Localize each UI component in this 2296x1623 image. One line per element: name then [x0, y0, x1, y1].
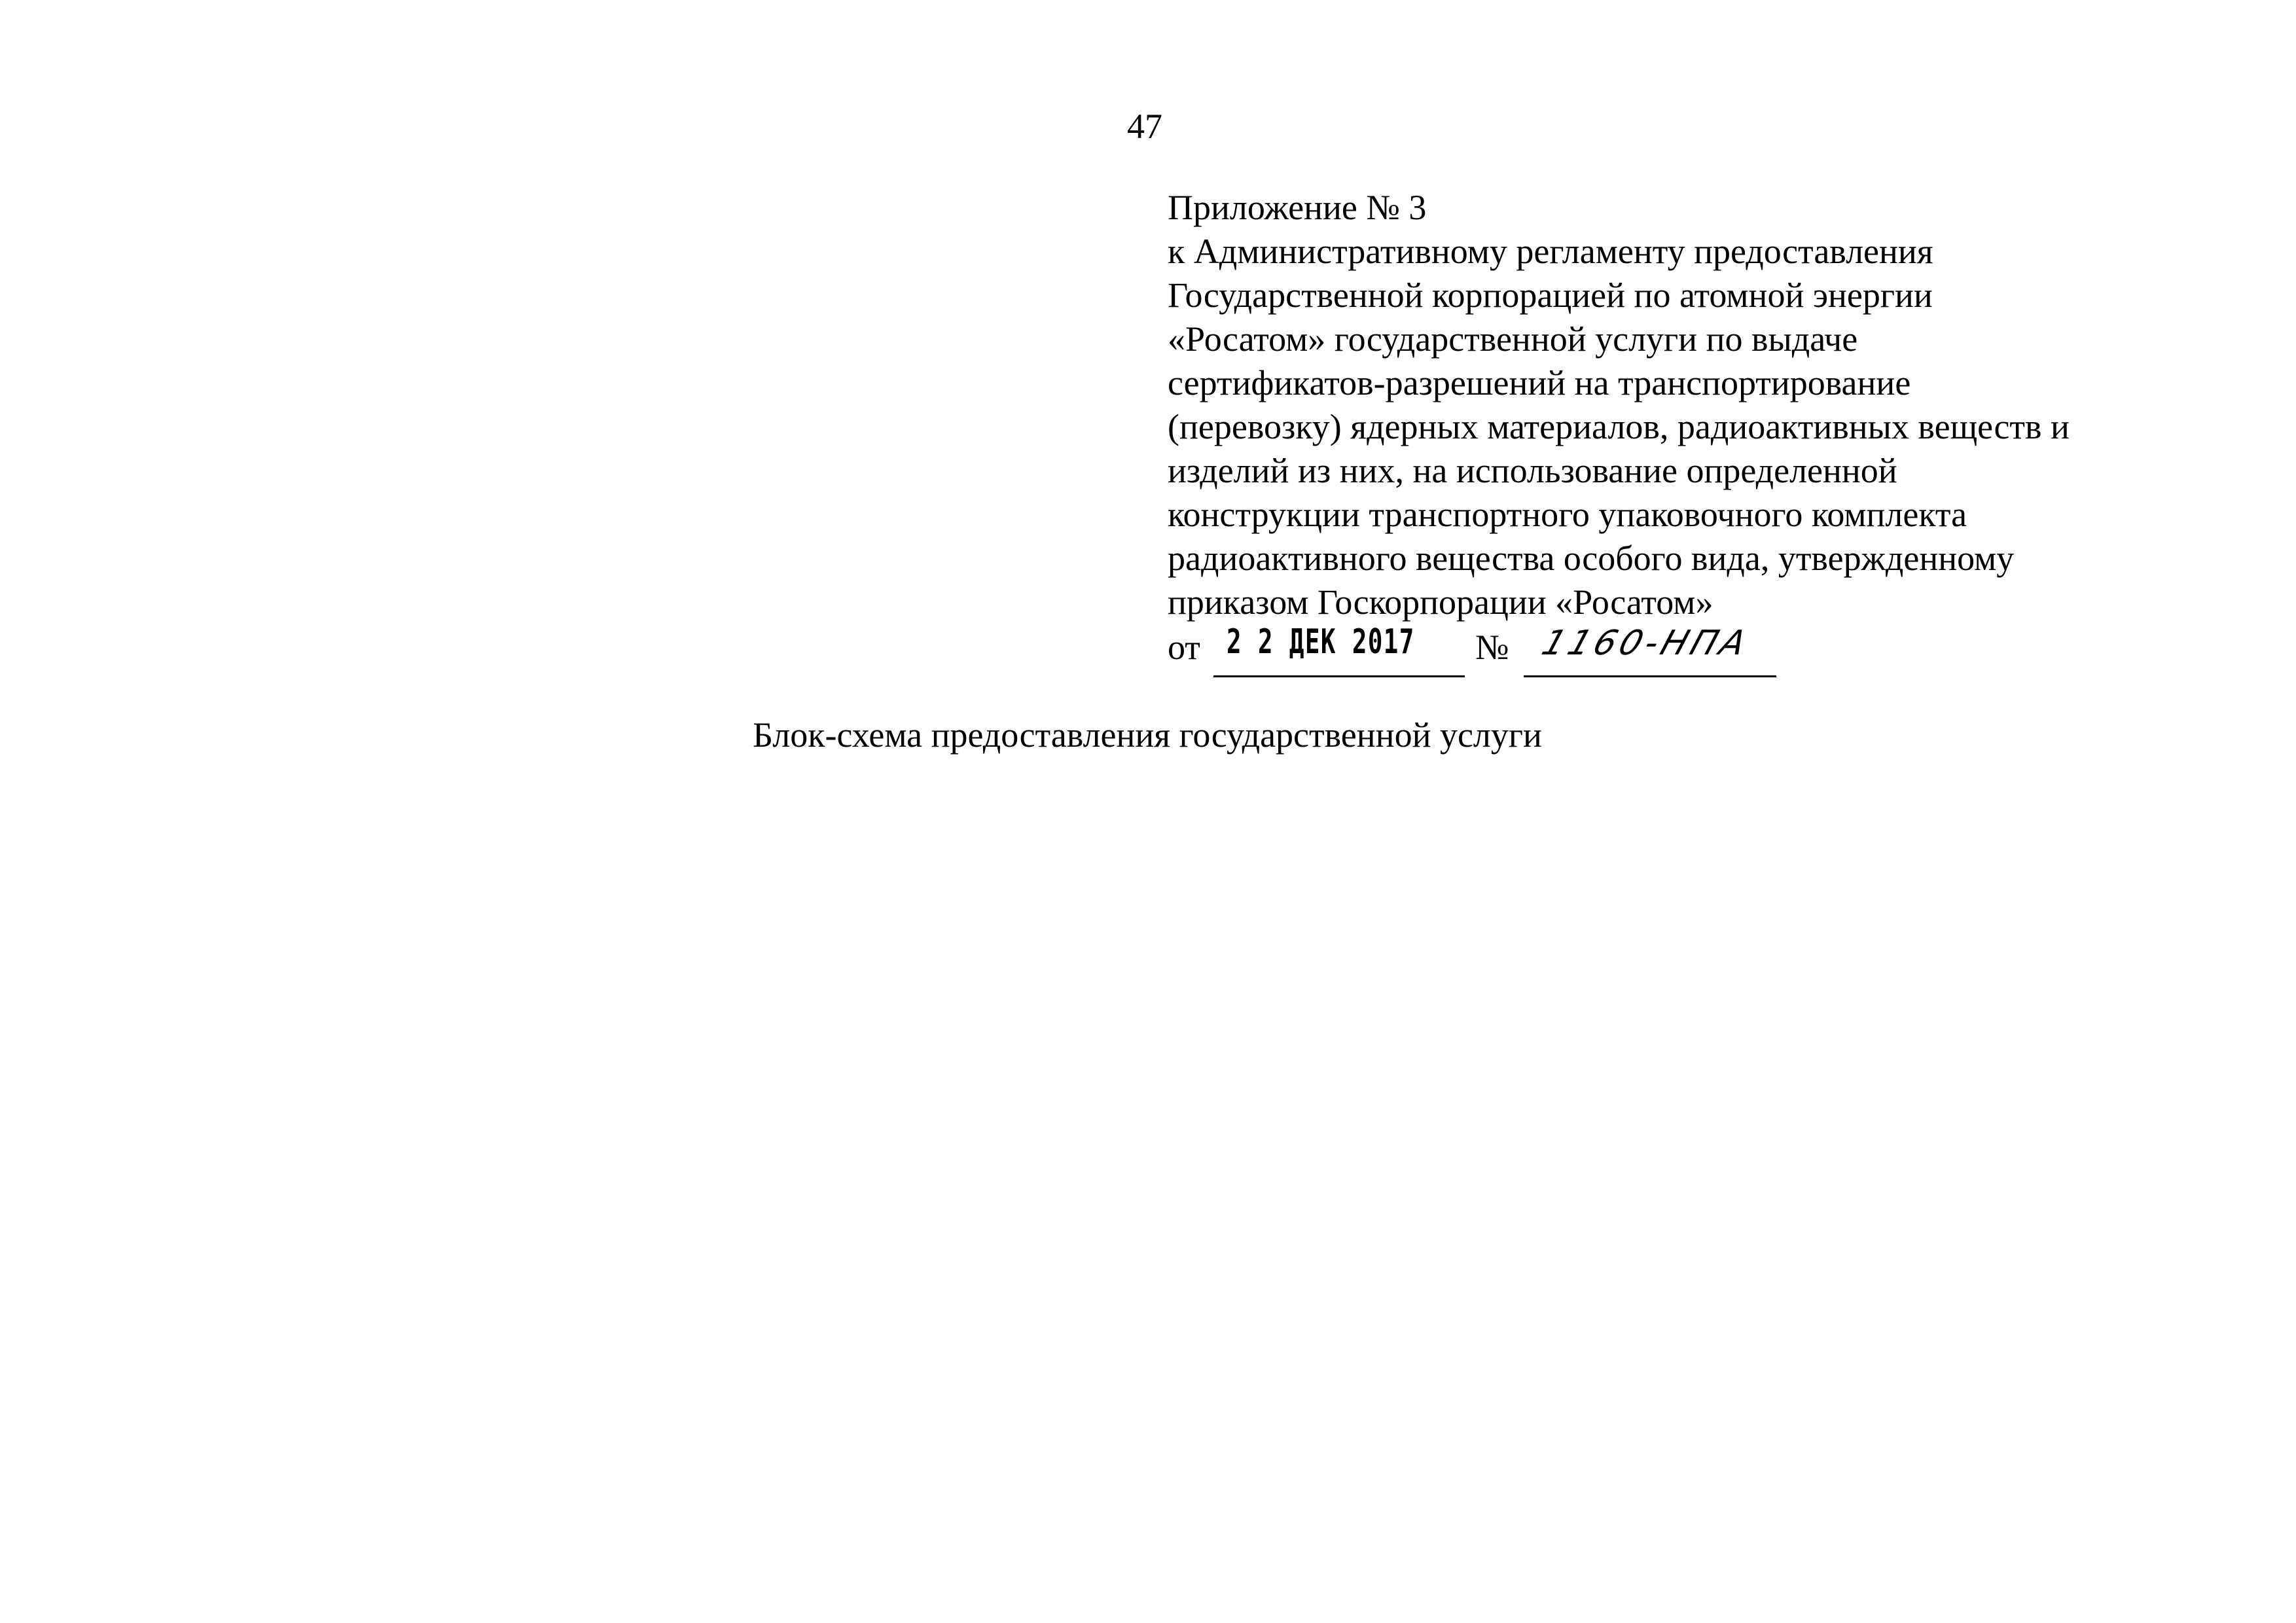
date-prefix: от [1168, 628, 1200, 667]
appendix-title: Приложение № 3 [1168, 188, 1427, 227]
appendix-text-line: «Росатом» государственной услуги по выдаче [1168, 319, 1858, 359]
number-field [1524, 624, 1776, 677]
scheme-title: Блок-схема предоставления государственной услуги [753, 715, 1542, 755]
appendix-text-line: сертификатов-разрешений на транспортирование [1168, 363, 1911, 402]
document-number: 1160-НПА [1537, 624, 1755, 663]
appendix-text-line: к Административному регламенту предоставления [1168, 232, 1933, 271]
page-number: 47 [1127, 107, 1162, 146]
number-prefix: № [1475, 628, 1509, 667]
appendix-text-line: изделий из них, на использование определенной [1168, 451, 1897, 490]
appendix-text-line: конструкции транспортного упаковочного комплекта [1168, 495, 1967, 534]
date-stamp: 2 2 ДЕК 2017 [1227, 622, 1415, 662]
appendix-text-line: (перевозку) ядерных материалов, радиоактивных веществ и [1168, 407, 2070, 446]
appendix-text-line: приказом Госкорпорации «Росатом» [1168, 582, 1713, 622]
date-field [1213, 624, 1465, 677]
appendix-text-line: радиоактивного вещества особого вида, утвержденному [1168, 539, 2015, 578]
date-number-line [1168, 624, 2228, 677]
appendix-header [1168, 186, 2228, 677]
appendix-text-line: Государственной корпорацией по атомной энергии [1168, 276, 1933, 315]
